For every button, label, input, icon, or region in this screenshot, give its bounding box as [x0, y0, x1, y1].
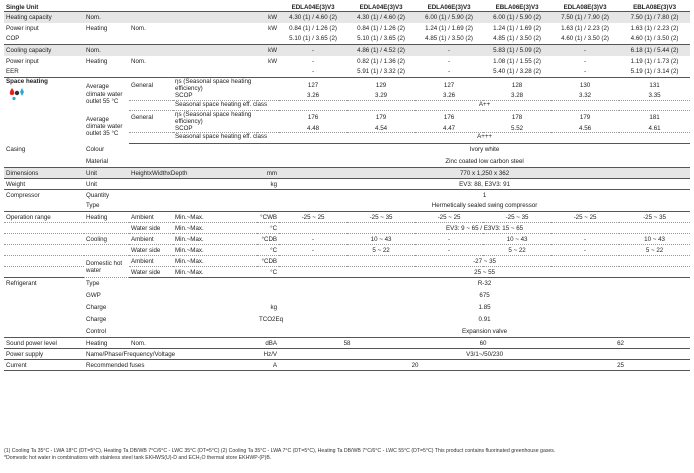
eta-value: 128: [511, 81, 523, 89]
sound-power-label: Sound power level: [4, 338, 84, 349]
row-unit: [257, 34, 279, 45]
eta-value: 127: [443, 81, 455, 89]
scop-value: 3.35: [619, 92, 690, 100]
cooling-water-value: 5 ~ 22: [619, 245, 690, 256]
row-value: 6.18 (1) / 5.44 (2): [619, 45, 690, 56]
row-sublabel: Nom.: [84, 45, 129, 56]
dimensions-unit: mm: [257, 168, 279, 179]
heat-cool-icon: [6, 87, 32, 101]
sound-value: 62: [551, 338, 690, 349]
row-unit: [257, 67, 279, 78]
cooling-ambient-value: 10 ~ 43: [619, 234, 690, 245]
row-unit: kW: [268, 24, 278, 32]
heating-ambient-value: -25 ~ 25: [415, 212, 483, 223]
power-supply-label: Power supply: [4, 349, 84, 360]
eta-label: ηs (Seasonal space heating efficiency): [175, 110, 252, 125]
cooling-water-value: -: [279, 245, 347, 256]
row-unit: kW: [257, 12, 279, 23]
cooling-ambient-value: -: [415, 234, 483, 245]
dhw-ambient-value: -27 ~ 35: [279, 256, 690, 267]
row-value: 7.50 (1) / 7.80 (2): [619, 12, 690, 23]
minmax-label: Min.~Max.: [173, 223, 257, 234]
energy-class-value: A++: [478, 100, 491, 108]
general-label: General: [131, 81, 154, 89]
row-value: 1.24 (1) / 1.69 (2): [425, 24, 473, 32]
energy-class-value: A+++: [477, 133, 493, 140]
unit-c: °C: [257, 267, 279, 278]
performance-row: [4, 12, 690, 23]
material-label: Material: [84, 156, 279, 168]
quantity-label: Quantity: [86, 191, 110, 199]
row-value: -: [551, 45, 619, 56]
scop-value: 3.32: [551, 92, 619, 100]
gwp-label: GWP: [86, 292, 101, 300]
scop-value: 3.28: [483, 92, 551, 100]
weight-label: Weight: [4, 179, 84, 190]
power-supply-value: V3/1~/50/230: [279, 349, 690, 360]
scop-value: 3.26: [279, 92, 347, 100]
row-value: 0.82 (1) / 1.36 (2): [357, 57, 405, 65]
unit-c: °C: [257, 223, 279, 234]
model-header: EDLA04E(3)V3: [347, 4, 415, 12]
row-value: -: [415, 45, 483, 56]
power-supply-unit: Hz/V: [257, 349, 279, 360]
minmax-label: Min.~Max.: [173, 267, 257, 278]
power-supply-name-label: Name/Phase/Frequency/Voltage: [84, 349, 257, 360]
unit-c: °C: [257, 245, 279, 256]
row-value: -: [415, 67, 483, 78]
space-heating-cell: [4, 78, 84, 144]
row-unit: kW: [268, 57, 278, 65]
sound-value: 60: [415, 338, 551, 349]
performance-row: [4, 34, 690, 45]
heating-ambient-value: -25 ~ 35: [619, 212, 690, 223]
dimensions-unit-label: Unit: [84, 168, 129, 179]
row-value: -: [448, 57, 451, 65]
domestic-hot-water-label: Domestic hot water: [84, 256, 129, 278]
climate-55-label: Average climate water outlet 55 °C: [86, 83, 123, 105]
scop-value: 4.56: [551, 125, 619, 133]
cooling-ambient-value: -: [279, 234, 347, 245]
performance-row: [4, 45, 690, 56]
row-label: Power input: [6, 57, 39, 65]
colour-label: Colour: [86, 146, 105, 154]
fuses-label: Recommended fuses: [84, 360, 257, 371]
heating-ambient-value: -25 ~ 25: [551, 212, 619, 223]
eta-value: 131: [649, 81, 660, 89]
cooling-water-value: -: [415, 245, 483, 256]
model-header: EBLA08E(3)V3: [619, 4, 690, 12]
footnotes: [4, 448, 690, 462]
unit-cdb: °CDB: [257, 234, 279, 245]
gwp-value: 675: [479, 292, 490, 300]
cooling-water-value: 5 ~ 22: [347, 245, 415, 256]
row-sublabel: [84, 67, 129, 78]
row-label: EER: [4, 67, 84, 78]
model-header: EDLA06E(3)V3: [415, 4, 483, 12]
eta-value: 181: [649, 114, 660, 122]
energy-class-label: Seasonal space heating eff. class: [175, 100, 268, 108]
performance-rows: [4, 12, 690, 78]
charge-kg-value: 1.85: [478, 304, 491, 312]
eta-value: 176: [443, 114, 455, 122]
model-header: EDLA04E(3)V3: [279, 4, 347, 12]
quantity-value: 1: [482, 191, 487, 199]
control-value: Expansion valve: [279, 326, 690, 338]
scop-value: 3.26: [415, 92, 483, 100]
sound-nom-label: Nom.: [129, 338, 257, 349]
row-value: 5.91 (1) / 3.32 (2): [347, 67, 415, 78]
dimensions-label: Dimensions: [4, 168, 84, 179]
sound-value: 58: [279, 338, 415, 349]
charge-label: Charge: [86, 304, 107, 312]
current-value: 25: [551, 360, 690, 371]
row-value: 4.60 (1) / 3.50 (2): [551, 34, 619, 45]
refrigerant-type-value: R-32: [477, 280, 492, 288]
row-sublabel: Nom.: [84, 12, 129, 23]
control-label: Control: [84, 326, 279, 338]
energy-class-label: Seasonal space heating eff. class: [175, 133, 268, 140]
minmax-label: Min.~Max.: [173, 212, 257, 223]
scop-value: 4.48: [279, 125, 347, 133]
row-sublabel: Nom.: [131, 24, 146, 32]
row-value: -: [584, 57, 587, 65]
cooling-water-value: -: [551, 245, 619, 256]
row-value: 1.63 (1) / 2.23 (2): [630, 24, 679, 32]
row-value: 5.40 (1) / 3.28 (2): [483, 67, 551, 78]
eta-value: 127: [307, 81, 319, 89]
cooling-ambient-value: -: [551, 234, 619, 245]
row-sublabel: Heating: [86, 24, 108, 32]
row-value: 6.00 (1) / 5.90 (2): [415, 12, 483, 23]
weight-unit: kg: [257, 179, 279, 190]
row-value: 1.08 (1) / 1.55 (2): [493, 57, 541, 65]
climate-35-label: Average climate water outlet 35 °C: [86, 116, 123, 138]
scop-value: 4.47: [415, 125, 483, 133]
heating-ambient-value: -25 ~ 35: [483, 212, 551, 223]
scop-value: 4.54: [347, 125, 415, 133]
water-side-label: Water side: [129, 245, 173, 256]
scop-value: 4.61: [619, 125, 690, 133]
row-value: 1.63 (1) / 2.23 (2): [561, 24, 609, 32]
heating-water-value: EV3: 9 ~ 65 / E3V3: 15 ~ 65: [279, 223, 690, 234]
charge-kg-unit: kg: [270, 304, 278, 312]
row-sublabel: [129, 34, 257, 45]
scop-value: 5.52: [483, 125, 551, 133]
refrigerant-type-label: Type: [86, 280, 100, 288]
compressor-label: Compressor: [6, 191, 40, 199]
material-value: Zinc coated low carbon steel: [279, 156, 690, 168]
dhw-water-value: 25 ~ 55: [279, 267, 690, 278]
water-side-label: Water side: [129, 223, 173, 234]
eta-value: 129: [375, 81, 387, 89]
model-header: EBLA06E(3)V3: [483, 4, 551, 12]
heating-ambient-value: -25 ~ 35: [347, 212, 415, 223]
eta-value: 178: [511, 114, 523, 122]
ambient-label: Ambient: [129, 256, 173, 267]
unit-cdb: °CDB: [257, 256, 279, 267]
current-value: 20: [279, 360, 551, 371]
sound-unit: dBA: [257, 338, 279, 349]
performance-row: [4, 67, 690, 78]
eta-label: ηs (Seasonal space heating efficiency): [175, 78, 252, 93]
row-value: 1.24 (1) / 1.69 (2): [493, 24, 541, 32]
row-value: 0.84 (1) / 1.26 (2): [289, 24, 337, 32]
dimensions-hwd-label: HeightxWidthxDepth: [129, 168, 257, 179]
model-header: EDLA08E(3)V3: [551, 4, 619, 12]
footnote: (1) Cooling Ta 35°C - LWA 18°C (DT=5°C), Heating Ta DB/WB 7°C/6°C - LWC 35°C (DT=5°C) (2) Cooling Ta 35°C - LWA 7°C (DT=5°C), Heating Ta DB/WB 7°C/6°C - LWC 55°C (DT=5°C) This product contains fluorinated greenhouse gases.: [4, 448, 556, 454]
scop-value: 3.29: [347, 92, 415, 100]
row-sublabel: [129, 45, 257, 56]
eta-value: 176: [307, 114, 319, 122]
scop-label: SCOP: [173, 125, 279, 133]
row-label: Power input: [6, 24, 39, 32]
space-heating-label: Space heating: [6, 78, 48, 86]
row-value: -: [312, 57, 315, 65]
eta-value: 130: [579, 81, 591, 89]
row-sublabel: [84, 34, 129, 45]
operation-range-label: Operation range: [4, 212, 84, 223]
casing-label: Casing: [6, 146, 26, 154]
heating-label: Heating: [84, 212, 129, 223]
row-value: -: [551, 67, 619, 78]
row-value: 5.19 (1) / 3.14 (2): [619, 67, 690, 78]
spec-table: [4, 4, 690, 371]
minmax-label: Min.~Max.: [173, 234, 257, 245]
row-value: -: [279, 45, 347, 56]
cooling-water-value: 5 ~ 22: [483, 245, 551, 256]
cooling-ambient-value: 10 ~ 43: [483, 234, 551, 245]
table-title: Single Unit: [4, 4, 279, 12]
colour-value: Ivory white: [469, 146, 500, 154]
water-side-label: Water side: [129, 267, 173, 278]
ambient-label: Ambient: [129, 234, 173, 245]
row-label: Heating capacity: [4, 12, 84, 23]
dimensions-value: 770 x 1,250 x 362: [279, 168, 690, 179]
row-value: 6.00 (1) / 5.90 (2): [483, 12, 551, 23]
row-value: 7.50 (1) / 7.90 (2): [551, 12, 619, 23]
unit-cwb: °CWB: [257, 212, 279, 223]
row-value: 4.85 (1) / 3.50 (2): [483, 34, 551, 45]
row-value: 4.30 (1) / 4.60 (2): [279, 12, 347, 23]
eta-value: 179: [375, 114, 387, 122]
row-sublabel: Nom.: [131, 57, 146, 65]
cooling-label: Cooling: [84, 234, 129, 245]
charge-label: Charge: [86, 316, 107, 324]
eta-value: 179: [579, 114, 591, 122]
performance-row: [4, 23, 690, 34]
current-label: Current: [4, 360, 84, 371]
row-value: 4.60 (1) / 3.50 (2): [619, 34, 690, 45]
compressor-type-value: Hermetically sealed swing compressor: [279, 201, 690, 212]
row-value: 4.30 (1) / 4.60 (2): [347, 12, 415, 23]
footnote: *Domestic hot water in combinations with stainless steel tank EKHWS(U)-D and ECH₂O thermal store EKHWP-(P)B.: [4, 455, 272, 462]
heating-ambient-value: -25 ~ 25: [279, 212, 347, 223]
minmax-label: Min.~Max.: [173, 256, 257, 267]
minmax-label: Min.~Max.: [173, 245, 257, 256]
charge-tco-unit: TCO2Eq: [259, 316, 284, 324]
weight-value: EV3: 88, E3V3: 91: [279, 179, 690, 190]
compressor-type-label: Type: [84, 201, 279, 212]
ambient-label: Ambient: [129, 212, 173, 223]
row-sublabel: [129, 12, 257, 23]
charge-tco-value: 0.91: [478, 316, 491, 324]
row-value: 1.19 (1) / 1.73 (2): [630, 57, 679, 65]
performance-row: [4, 56, 690, 67]
row-unit: kW: [257, 45, 279, 56]
row-sublabel: Heating: [86, 57, 108, 65]
row-value: 4.85 (1) / 3.50 (2): [415, 34, 483, 45]
row-value: 5.83 (1) / 5.09 (2): [483, 45, 551, 56]
weight-unit-label: Unit: [84, 179, 257, 190]
row-value: 0.84 (1) / 1.26 (2): [357, 24, 405, 32]
row-value: 5.10 (1) / 3.65 (2): [347, 34, 415, 45]
general-label: General: [131, 114, 154, 122]
sound-heating-label: Heating: [84, 338, 129, 349]
current-unit: A: [257, 360, 279, 371]
cooling-ambient-value: 10 ~ 43: [347, 234, 415, 245]
refrigerant-label: Refrigerant: [6, 280, 37, 288]
row-label: COP: [4, 34, 84, 45]
row-label: Cooling capacity: [4, 45, 84, 56]
row-value: -: [279, 67, 347, 78]
row-value: 4.86 (1) / 4.52 (2): [347, 45, 415, 56]
row-value: 5.10 (1) / 3.65 (2): [279, 34, 347, 45]
scop-label: SCOP: [173, 92, 279, 100]
row-sublabel: [129, 67, 257, 78]
